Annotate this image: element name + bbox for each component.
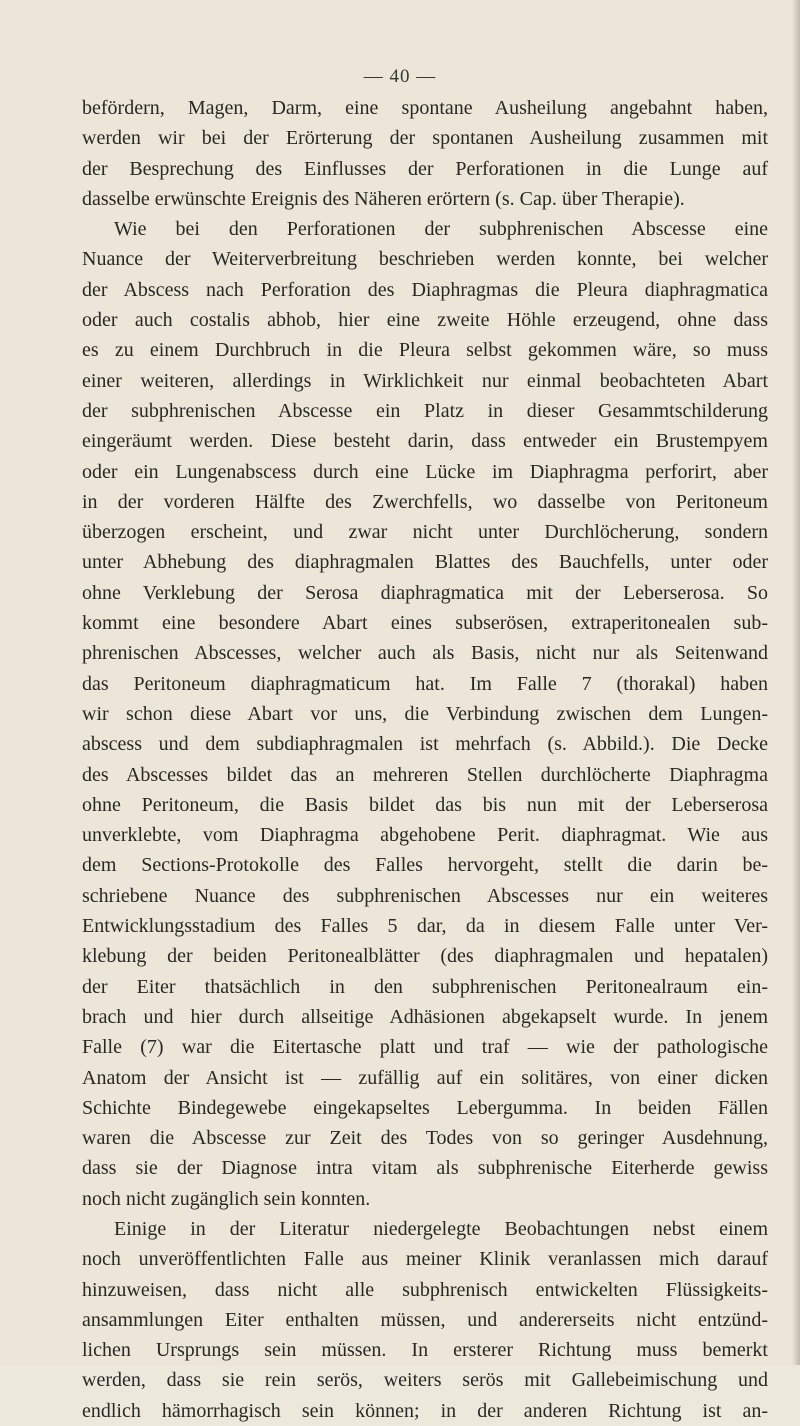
text-line: dem Sections-Protokolle des Falles hervorgeht, stellt die darin be- [82, 854, 768, 877]
text-line: phrenischen Abscesses, welcher auch als Basis, nicht nur als Seitenwand [82, 642, 768, 665]
text-line: brach und hier durch allseitige Adhäsionen abgekapselt wurde. In jenem [82, 1005, 768, 1028]
body-text [82, 93, 768, 1426]
text-line: dass sie der Diagnose intra vitam als subphrenische Eiterherde gewiss [82, 1157, 768, 1180]
text-line: der Abscess nach Perforation des Diaphragmas die Pleura diaphragmatica [82, 278, 768, 301]
text-line: Falle (7) war die Eitertasche platt und traf — wie der pathologische [82, 1036, 768, 1059]
text-line: Nuance der Weiterverbreitung beschrieben werden konnte, bei welcher [82, 248, 768, 271]
text-line: in der vorderen Hälfte des Zwerchfells, wo dasselbe von Peritoneum [82, 490, 768, 513]
text-line: der Eiter thatsächlich in den subphrenischen Peritonealraum ein- [82, 975, 768, 998]
text-line: noch nicht zugänglich sein konnten. [82, 1187, 371, 1210]
text-line: Entwicklungsstadium des Falles 5 dar, da in diesem Falle unter Ver- [82, 915, 768, 938]
text-line: hinzuweisen, dass nicht alle subphrenisch entwickelten Flüssigkeits- [82, 1278, 768, 1301]
text-line: befördern, Magen, Darm, eine spontane Ausheilung angebahnt haben, [82, 97, 768, 119]
text-line: kommt eine besondere Abart eines subserösen, extraperitonealen sub- [82, 612, 768, 635]
text-line: endlich hämorrhagisch sein können; in der anderen Richtung ist an- [82, 1399, 768, 1422]
text-line: noch unveröffentlichten Falle aus meiner Klinik veranlassen mich darauf [82, 1248, 768, 1271]
text-line: ohne Verklebung der Serosa diaphragmatica mit der Leberserosa. So [82, 581, 768, 604]
text-line: Schichte Bindegewebe eingekapseltes Lebergumma. In beiden Fällen [82, 1096, 768, 1119]
text-line: unverklebte, vom Diaphragma abgehobene Perit. diaphragmat. Wie aus [82, 824, 768, 847]
text-line: werden, dass sie rein serös, weiters serös mit Gallebeimischung und [82, 1369, 768, 1392]
text-line: unter Abhebung des diaphragmalen Blattes des Bauchfells, unter oder [82, 551, 768, 574]
text-line: es zu einem Durchbruch in die Pleura selbst gekommen wäre, so muss [82, 339, 768, 362]
text-line: oder auch costalis abhob, hier eine zweite Höhle erzeugend, ohne dass [82, 309, 768, 332]
text-line: des Abscesses bildet das an mehreren Stellen durchlöcherte Diaphragma [82, 763, 768, 786]
text-line: klebung der beiden Peritonealblätter (des diaphragmalen und hepatalen) [82, 945, 768, 968]
page-number: — 40 — [363, 66, 437, 87]
text-line: oder ein Lungenabscess durch eine Lücke im Diaphragma perforirt, aber [82, 460, 768, 483]
text-line: Wie bei den Perforationen der subphrenischen Abscesse eine [114, 218, 768, 241]
text-line: ohne Peritoneum, die Basis bildet das bis nun mit der Leberserosa [82, 793, 768, 816]
text-line: dasselbe erwünschte Ereignis des Näheren erörtern (s. Cap. über Therapie). [82, 187, 685, 210]
page-edge-shadow [792, 0, 800, 1365]
text-line: abscess und dem subdiaphragmalen ist mehrfach (s. Abbild.). Die Decke [82, 733, 768, 756]
text-line: wir schon diese Abart vor uns, die Verbindung zwischen dem Lungen- [82, 702, 768, 725]
text-line: waren die Abscesse zur Zeit des Todes von so geringer Ausdehnung, [82, 1127, 768, 1150]
text-line: Einige in der Literatur niedergelegte Beobachtungen nebst einem [114, 1217, 768, 1240]
text-line: das Peritoneum diaphragmaticum hat. Im Falle 7 (thorakal) haben [82, 672, 768, 695]
text-line: werden wir bei der Erörterung der spontanen Ausheilung zusammen mit [82, 127, 768, 150]
text-line: schriebene Nuance des subphrenischen Abscesses nur ein weiteres [82, 884, 768, 907]
text-line: Anatom der Ansicht ist — zufällig auf ein solitäres, von einer dicken [82, 1066, 768, 1089]
text-line: eingeräumt werden. Diese besteht darin, dass entweder ein Brustempyem [82, 430, 768, 453]
text-line: der Besprechung des Einflusses der Perforationen in die Lunge auf [82, 157, 768, 180]
text-line: überzogen erscheint, und zwar nicht unter Durchlöcherung, sondern [82, 521, 768, 544]
text-line: der subphrenischen Abscesse ein Platz in dieser Gesammtschilderung [82, 399, 768, 422]
text-line: ansammlungen Eiter enthalten müssen, und andererseits nicht entzünd- [82, 1308, 768, 1331]
text-line: einer weiteren, allerdings in Wirklichkeit nur einmal beobachteten Abart [82, 369, 768, 392]
text-line: lichen Ursprungs sein müssen. In ersterer Richtung muss bemerkt [82, 1339, 768, 1362]
